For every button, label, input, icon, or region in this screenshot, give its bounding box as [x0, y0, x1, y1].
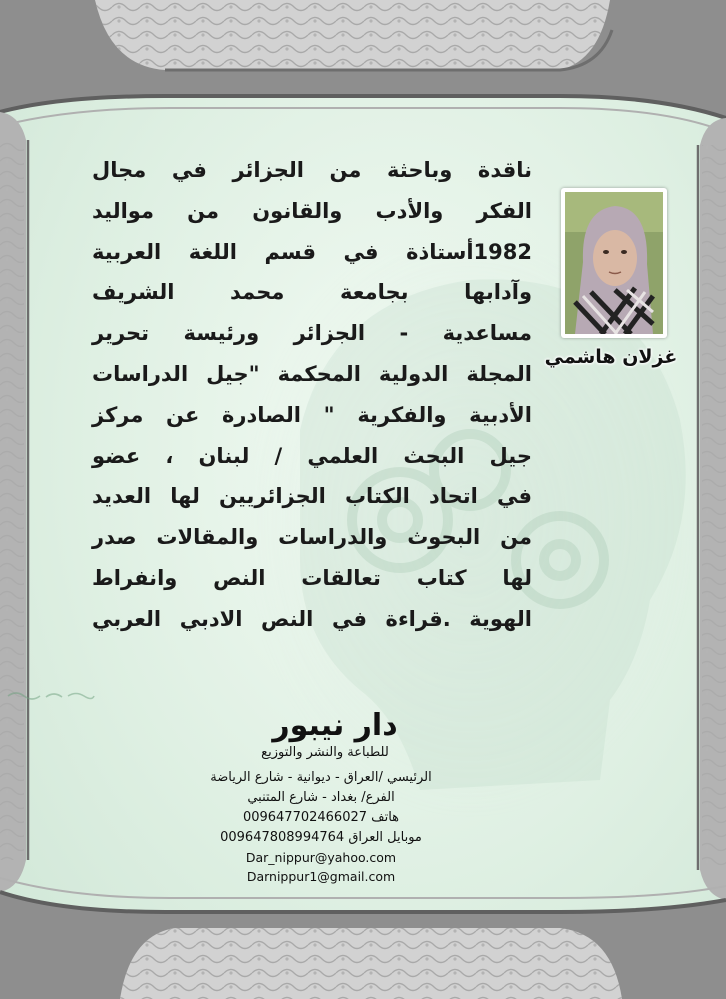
- bio-line: وآدابها بجامعة محمد الشريف: [92, 280, 532, 305]
- publisher-email-gmail[interactable]: Darnippur1@gmail.com: [246, 869, 396, 884]
- bio-line: الأدبية والفكرية " الصادرة عن مركز: [92, 402, 532, 427]
- author-portrait-icon: [565, 192, 663, 334]
- bio-line: الهوية .قراءة في النص الادبي العربي: [92, 606, 532, 631]
- publisher-phone: هاتف 009647702466027: [242, 810, 400, 825]
- bio-line: مساعدية - الجزائر ورئيسة تحرير: [92, 321, 532, 346]
- publisher-main-office: الرئيسي /العراق - ديوانية - شارع الرياضة: [210, 770, 432, 785]
- bio-line: من البحوث والدراسات والمقالات صدر: [92, 525, 532, 550]
- publisher-email-yahoo[interactable]: Dar_nippur@yahoo.com: [245, 850, 397, 865]
- publisher-branch: الفرع/ بغداد - شارع المتنبي: [247, 790, 395, 805]
- author-name: غزلان هاشمي: [544, 346, 678, 368]
- publisher-tagline: للطباعة والنشر والتوزيع: [261, 745, 389, 760]
- bio-line: في اتحاد الكتاب الجزائريين لها العديد: [92, 484, 532, 509]
- author-biography: [92, 150, 532, 640]
- author-photo: [561, 188, 667, 338]
- bio-line: جيل البحث العلمي / لبنان ، عضو: [92, 443, 532, 468]
- publisher-name: دار نيبور: [272, 708, 398, 743]
- bio-line: 1982أستاذة في قسم اللغة العربية: [92, 239, 532, 264]
- faded-text-scribble-icon: [6, 688, 96, 702]
- bio-line: المجلة الدولية المحكمة "جيل الدراسات: [92, 361, 532, 386]
- bio-line: الفكر والأدب والقانون من مواليد: [92, 198, 532, 223]
- faded-watermark-text: [6, 688, 98, 704]
- publisher-mobile: موبايل العراق 009647808994764: [220, 830, 422, 845]
- bio-line: ناقدة وباحثة من الجزائر في مجال: [92, 158, 532, 182]
- bio-line: لها كتاب تعالقات النص وانفراط: [92, 565, 532, 590]
